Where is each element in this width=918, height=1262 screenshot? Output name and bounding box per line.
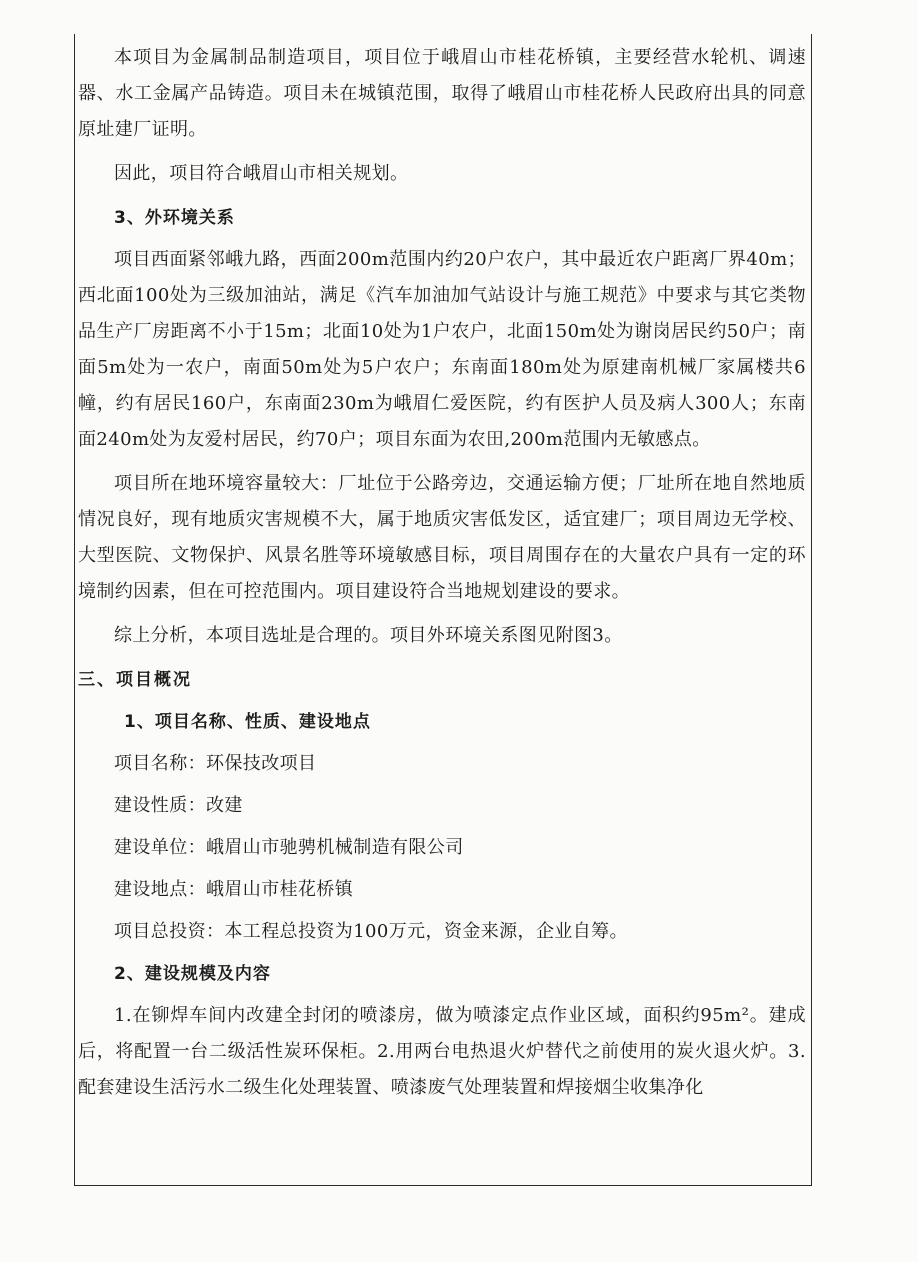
document-body bbox=[78, 40, 806, 1114]
field-project-name: 项目名称：环保技改项目 bbox=[114, 753, 317, 774]
paragraph-site-conclusion: 综上分析，本项目选址是合理的。项目外环境关系图见附图3。 bbox=[114, 625, 623, 646]
paragraph-planning-conclusion: 因此，项目符合峨眉山市相关规划。 bbox=[114, 163, 409, 184]
paragraph-construction-content: 1.在铆焊车间内改建全封闭的喷漆房，做为喷漆定点作业区域，面积约95m²。建成后，将配置一台二级活性炭环保柜。2.用两台电热退火炉替代之前使用的炭火退火炉。3.配套建设生活污水二级生化处理装置、喷漆废气处理装置和焊接烟尘收集净化 bbox=[78, 1005, 806, 1098]
field-construction-nature: 建设性质：改建 bbox=[114, 795, 243, 816]
paragraph-project-overview: 本项目为金属制品制造项目，项目位于峨眉山市桂花桥镇，主要经营水轮机、调速器、水工金属产品铸造。项目未在城镇范围，取得了峨眉山市桂花桥人民政府出具的同意原址建厂证明。 bbox=[78, 47, 806, 140]
section-title-project-summary: 三、项目概况 bbox=[78, 670, 192, 690]
paragraph-surroundings: 项目西面紧邻峨九路，西面200m范围内约20户农户，其中最近农户距离厂界40m；西北面100处为三级加油站，满足《汽车加油加气站设计与施工规范》中要求与其它类物品生产厂房距离不小于15m；北面10处为1户农户，北面150m处为谢岗居民约50户；南面5m处为一农户，南面50m处为5户农户；东南面180m处为原建南机械厂家属楼共6幢，约有居民160户，东南面230m为峨眉仁爱医院，约有医护人员及病人300人；东南面240m处为友爱村居民，约70户；项目东面为农田,200m范围内无敏感点。 bbox=[78, 249, 806, 450]
field-total-investment: 项目总投资：本工程总投资为100万元，资金来源，企业自筹。 bbox=[114, 921, 628, 942]
subheading-name-nature-location: 1、项目名称、性质、建设地点 bbox=[124, 712, 371, 732]
field-construction-location: 建设地点：峨眉山市桂花桥镇 bbox=[114, 879, 354, 900]
field-construction-unit: 建设单位：峨眉山市驰骋机械制造有限公司 bbox=[114, 837, 464, 858]
subheading-scale-content: 2、建设规模及内容 bbox=[114, 964, 271, 984]
heading-external-environment: 3、外环境关系 bbox=[114, 208, 235, 228]
paragraph-environment-capacity: 项目所在地环境容量较大：厂址位于公路旁边，交通运输方便；厂址所在地自然地质情况良好，现有地质灾害规模不大，属于地质灾害低发区，适宜建厂；项目周边无学校、大型医院、文物保护、风景名胜等环境敏感目标，项目周围存在的大量农户具有一定的环境制约因素，但在可控范围内。项目建设符合当地规划建设的要求。 bbox=[78, 473, 806, 602]
